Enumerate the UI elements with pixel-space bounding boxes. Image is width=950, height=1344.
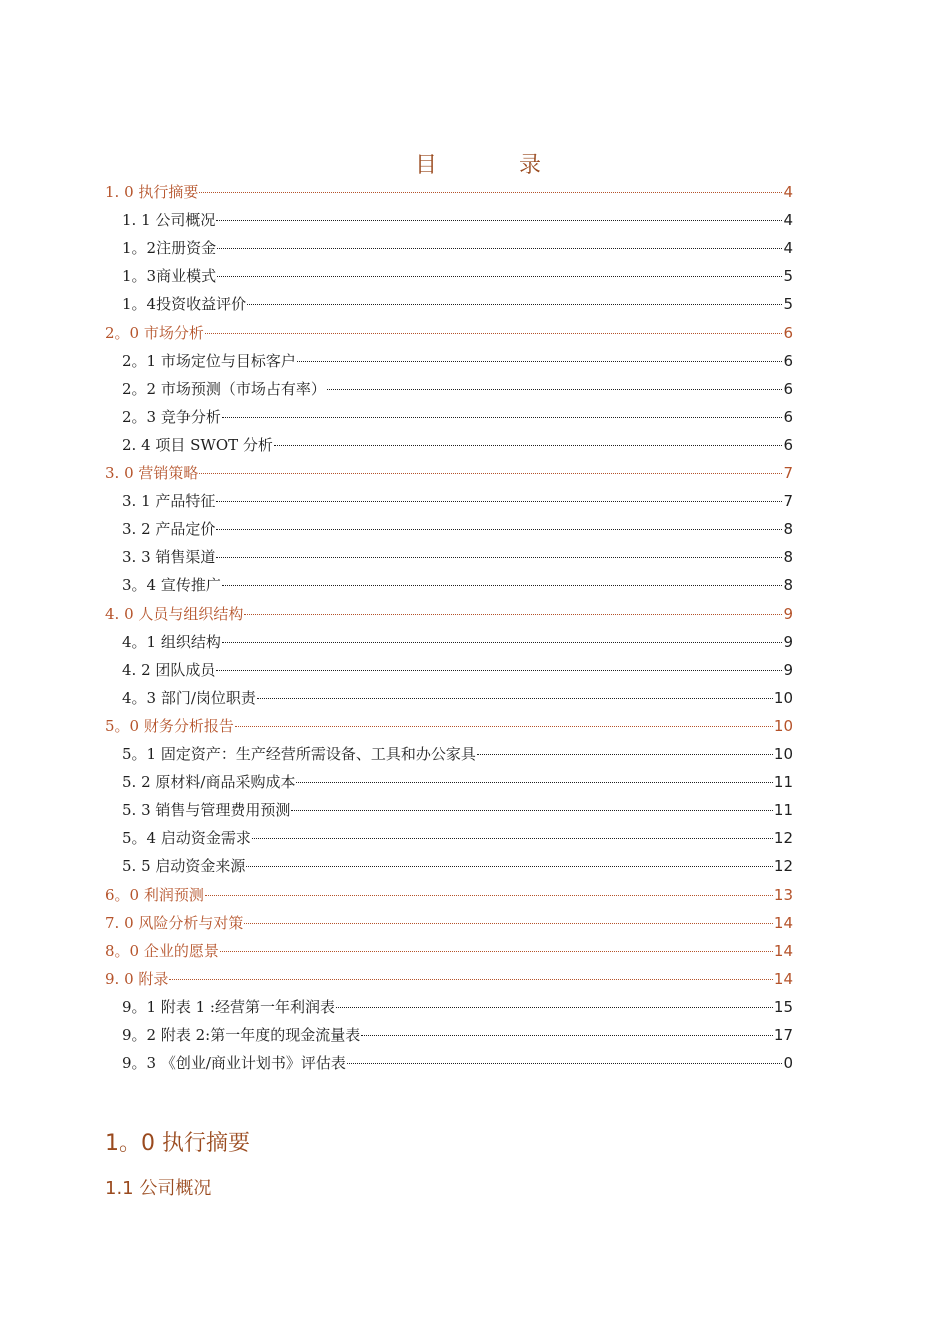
toc-entry-page: 10 <box>773 745 793 763</box>
toc-leader-dots <box>477 753 773 755</box>
toc-entry-label: 3. 0 营销策略 <box>105 464 199 482</box>
toc-entry[interactable] <box>122 656 793 684</box>
toc-entry-page: 10 <box>773 688 793 707</box>
toc-entry-label: 5. 5 启动资金来源 <box>122 857 246 876</box>
toc-leader-dots <box>336 1006 773 1008</box>
toc-entry[interactable] <box>122 1049 793 1077</box>
toc-entry-page: 9 <box>783 604 793 623</box>
toc-leader-dots <box>199 472 782 474</box>
toc-entry-label: 5。4 启动资金需求 <box>122 829 251 848</box>
toc-entry[interactable] <box>105 178 793 206</box>
toc-leader-dots <box>327 388 783 390</box>
toc-leader-dots <box>222 584 783 586</box>
toc-entry-label: 4. 2 团队成员 <box>122 660 216 679</box>
toc-entry-page: 14 <box>773 913 793 932</box>
toc-entry-page: 0 <box>783 1054 793 1073</box>
toc-leader-dots <box>217 247 782 249</box>
toc-entry-page: 7 <box>783 464 793 482</box>
toc-entry-page: 4 <box>783 183 793 201</box>
toc-entry[interactable] <box>105 600 793 628</box>
toc-leader-dots <box>216 500 782 502</box>
toc-entry[interactable] <box>105 459 793 487</box>
toc-leader-dots <box>205 894 773 896</box>
toc-entry-label: 9。2 附表 2:第一年度的现金流量表 <box>122 1026 361 1044</box>
section-heading: 1。0 执行摘要 <box>105 1131 250 1156</box>
toc-entry-label: 2。0 市场分析 <box>105 323 204 342</box>
toc-leader-dots <box>361 1034 773 1036</box>
toc-entry[interactable] <box>122 628 793 656</box>
toc-entry-label: 3。4 宣传推广 <box>122 576 221 595</box>
toc-entry-page: 9 <box>783 660 793 679</box>
toc-entry-label: 9。1 附表 1 :经营第一年利润表 <box>122 997 335 1016</box>
toc-leader-dots <box>220 950 773 952</box>
section-subheading: 1.1 公司概况 <box>105 1178 212 1199</box>
toc-entry-label: 1。3商业模式 <box>122 267 217 286</box>
toc-entry-page: 8 <box>783 548 793 567</box>
toc-leader-dots <box>205 332 783 334</box>
toc-leader-dots <box>222 641 783 643</box>
toc-leader-dots <box>257 697 773 699</box>
toc-leader-dots <box>199 191 782 193</box>
toc-leader-dots <box>244 922 773 924</box>
toc-leader-dots <box>235 725 773 727</box>
toc-entry-page: 6 <box>783 435 793 454</box>
toc-entry[interactable] <box>105 319 793 347</box>
toc-leader-dots <box>216 219 782 221</box>
toc-entry-page: 9 <box>783 632 793 651</box>
toc-entry[interactable] <box>122 487 793 515</box>
toc-entry-label: 4。3 部门/岗位职责 <box>122 688 256 707</box>
toc-leader-dots <box>222 416 783 418</box>
toc-entry-label: 3. 3 销售渠道 <box>122 548 216 567</box>
toc-entry-page: 14 <box>773 969 793 988</box>
toc-title: 目 录 <box>414 153 571 178</box>
toc-entry-page: 11 <box>773 801 793 820</box>
toc-leader-dots <box>216 669 782 671</box>
toc-leader-dots <box>244 613 782 615</box>
toc-entry-page: 6 <box>783 351 793 370</box>
toc-entry-page: 12 <box>773 857 793 876</box>
toc-entry[interactable] <box>122 824 793 852</box>
toc-entry[interactable] <box>122 796 793 824</box>
toc-entry-label: 5. 3 销售与管理费用预测 <box>122 801 291 820</box>
toc-entry-label: 9。3 《创业/商业计划书》评估表 <box>122 1054 346 1073</box>
toc-entry-label: 5。0 财务分析报告 <box>105 716 234 735</box>
toc-entry[interactable] <box>122 993 793 1021</box>
toc-entry-page: 17 <box>773 1026 793 1044</box>
toc-leader-dots <box>296 781 772 783</box>
toc-entry-page: 7 <box>783 492 793 511</box>
toc-entry-page: 8 <box>783 576 793 595</box>
toc-entry-page: 6 <box>783 407 793 426</box>
toc-entry-page: 15 <box>773 997 793 1016</box>
toc-entry[interactable] <box>122 234 793 262</box>
toc-entry[interactable] <box>105 965 793 993</box>
toc-leader-dots <box>247 303 782 305</box>
toc-leader-dots <box>216 556 782 558</box>
toc-entry-label: 5. 2 原材料/商品采购成本 <box>122 773 296 792</box>
toc-entry-page: 5 <box>783 295 793 314</box>
toc-entry-page: 6 <box>783 323 793 342</box>
toc-entry[interactable] <box>122 1021 793 1049</box>
toc-leader-dots <box>347 1062 783 1064</box>
toc-entry-page: 6 <box>783 379 793 398</box>
toc-leader-dots <box>291 809 773 811</box>
toc-entry-label: 4. 0 人员与组织结构 <box>105 604 244 623</box>
toc-leader-dots <box>297 360 783 362</box>
toc-entry[interactable] <box>122 290 793 318</box>
toc-entry-label: 6。0 利润预测 <box>105 885 204 904</box>
toc-entry[interactable] <box>122 852 793 880</box>
toc-entry-label: 8。0 企业的愿景 <box>105 941 219 960</box>
toc-entry-label: 2。2 市场预测（市场占有率） <box>122 379 326 398</box>
toc-entry[interactable] <box>105 937 793 965</box>
toc-entry[interactable] <box>122 571 793 599</box>
toc-leader-dots <box>274 444 783 446</box>
toc-entry[interactable] <box>105 881 793 909</box>
toc-entry-label: 1. 0 执行摘要 <box>105 183 199 201</box>
toc-entry-label: 1。2注册资金 <box>122 239 217 258</box>
toc-entry[interactable] <box>105 909 793 937</box>
toc-entry-label: 1。4投资收益评价 <box>122 295 247 314</box>
toc-entry-label: 5。1 固定资产：生产经营所需设备、工具和办公家具 <box>122 745 476 763</box>
toc-entry-page: 4 <box>783 211 793 230</box>
toc-entry-page: 12 <box>773 829 793 848</box>
toc-entry-page: 10 <box>773 716 793 735</box>
toc-entry[interactable] <box>122 347 793 375</box>
toc-entry[interactable] <box>105 712 793 740</box>
toc-entry[interactable] <box>122 375 793 403</box>
toc-leader-dots <box>252 837 773 839</box>
toc-entry-label: 2。1 市场定位与目标客户 <box>122 351 296 370</box>
toc-entry-label: 4。1 组织结构 <box>122 632 221 651</box>
toc-leader-dots <box>246 865 773 867</box>
toc-entry-label: 2. 4 项目 SWOT 分析 <box>122 435 273 454</box>
toc-entry-page: 14 <box>773 941 793 960</box>
toc-entry[interactable] <box>122 768 793 796</box>
toc-leader-dots <box>216 528 782 530</box>
toc-entry[interactable] <box>122 431 793 459</box>
toc-entry[interactable] <box>122 403 793 431</box>
toc-entry-page: 13 <box>773 885 793 904</box>
toc-entry-page: 11 <box>773 773 793 792</box>
toc-entry[interactable] <box>122 262 793 290</box>
toc-entry-label: 2。3 竞争分析 <box>122 407 221 426</box>
toc-entry-label: 9. 0 附录 <box>105 969 169 988</box>
toc-entry-label: 3. 2 产品定价 <box>122 520 216 539</box>
toc-entry-label: 1. 1 公司概况 <box>122 211 216 230</box>
toc-entry[interactable] <box>122 206 793 234</box>
toc-entry[interactable] <box>122 684 793 712</box>
toc-entry-page: 8 <box>783 520 793 539</box>
toc-leader-dots <box>217 275 782 277</box>
toc-entry-page: 4 <box>783 239 793 258</box>
toc-entry-label: 3. 1 产品特征 <box>122 492 216 511</box>
toc-leader-dots <box>169 978 773 980</box>
toc-entry[interactable] <box>122 543 793 571</box>
toc-entry-page: 5 <box>783 267 793 286</box>
toc-entry[interactable] <box>122 740 793 768</box>
toc-entry-label: 7. 0 风险分析与对策 <box>105 913 244 932</box>
toc-entry[interactable] <box>122 515 793 543</box>
